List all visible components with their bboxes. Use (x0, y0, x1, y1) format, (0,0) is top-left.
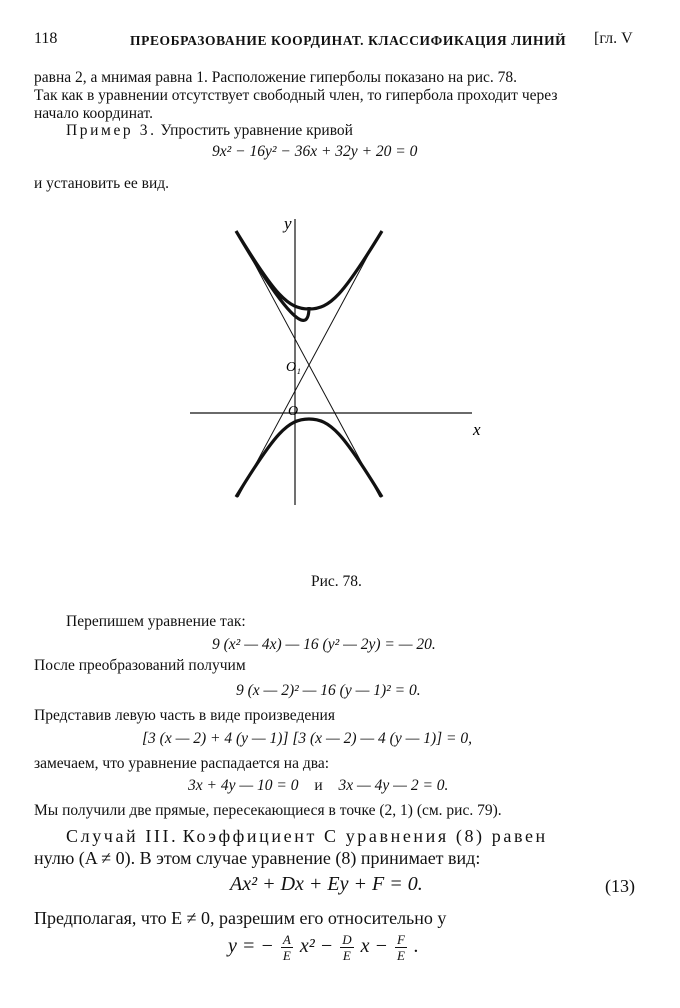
hyperbola-lower-branch (236, 419, 382, 497)
rewrite-text: Перепишем уравнение так: (66, 613, 246, 630)
case-3-heading (66, 826, 548, 847)
final-eq-end: . (413, 935, 419, 958)
conclusion-text: Мы получили две прямые, пересекающиеся в точке (2, 1) (см. рис. 79). (34, 802, 502, 819)
intro-line-3: начало координат. (34, 105, 153, 122)
example-3-followup: и установить ее вид. (34, 175, 170, 192)
represent-text: Представив левую часть в виде произведения (34, 707, 335, 724)
split-text: замечаем, что уравнение распадается на два: (34, 755, 330, 772)
x-axis-label: x (473, 420, 481, 439)
hyperbola-upper-branch (236, 231, 382, 320)
fraction-1-denominator: E (282, 948, 291, 963)
fraction-3-numerator: F (396, 932, 405, 947)
case-3-line2: нулю (A ≠ 0). В этом случае уравнение (8) принимает вид: (34, 848, 481, 868)
fraction-a-over-e (281, 932, 293, 963)
figure-78-hyperbola (180, 205, 500, 535)
example-3-equation: 9x² − 16y² − 36x + 32y + 20 = 0 (212, 143, 418, 160)
after-text: После преобразований получим (34, 657, 246, 674)
equation-4 (188, 777, 448, 795)
case-3-line1: Коэффициент C уравнения (8) равен (182, 826, 548, 846)
intro-line-2: Так как в уравнении отсутствует свободный член, то гипербола проходит через (34, 87, 558, 104)
origin-label: O (288, 404, 299, 419)
equation-13-number: (13) (605, 876, 635, 896)
running-title: ПРЕОБРАЗОВАНИЕ КООРДИНАТ. КЛАССИФИКАЦИЯ ЛИНИЙ (130, 33, 567, 48)
center-label: O₁ (286, 360, 301, 375)
fraction-1-numerator: A (282, 932, 291, 947)
fraction-2-denominator: E (342, 948, 351, 963)
equation-4-and: и (314, 777, 323, 794)
example-3-text: Упростить уравнение кривой (160, 122, 353, 139)
final-eq-term-1: x² − (299, 935, 334, 958)
fraction-3-denominator: E (396, 948, 405, 963)
equation-3: [3 (x — 2) + 4 (y — 1)] [3 (x — 2) — 4 (y — 1)] = 0, (142, 730, 473, 747)
y-axis-label: y (284, 214, 292, 233)
final-eq-term-2: x − (360, 935, 388, 958)
equation-2: 9 (x — 2)² — 16 (y — 1)² = 0. (236, 682, 421, 699)
example-3-label: Пример 3. (66, 122, 157, 139)
equation-4a: 3x + 4y — 10 = 0 (188, 777, 299, 794)
final-equation (228, 932, 419, 963)
page-number: 118 (34, 30, 58, 47)
assume-text: Предполагая, что E ≠ 0, разрешим его относительно y (34, 908, 447, 928)
equation-4b: 3x — 4y — 2 = 0. (338, 777, 449, 794)
case-3-label: Случай III. (66, 826, 179, 846)
final-eq-lhs: y = − (228, 935, 274, 958)
fraction-f-over-e (395, 932, 407, 963)
example-3 (66, 121, 353, 140)
figure-caption: Рис. 78. (311, 573, 362, 590)
intro-line-1: равна 2, а мнимая равна 1. Расположение гиперболы показано на рис. 78. (34, 69, 518, 86)
equation-13: Ax² + Dx + Ey + F = 0. (230, 873, 423, 895)
fraction-d-over-e (340, 932, 353, 963)
fraction-2-numerator: D (342, 932, 352, 947)
chapter-marker: [гл. V (594, 30, 633, 47)
equation-1: 9 (x² — 4x) — 16 (y² — 2y) = — 20. (212, 636, 436, 653)
